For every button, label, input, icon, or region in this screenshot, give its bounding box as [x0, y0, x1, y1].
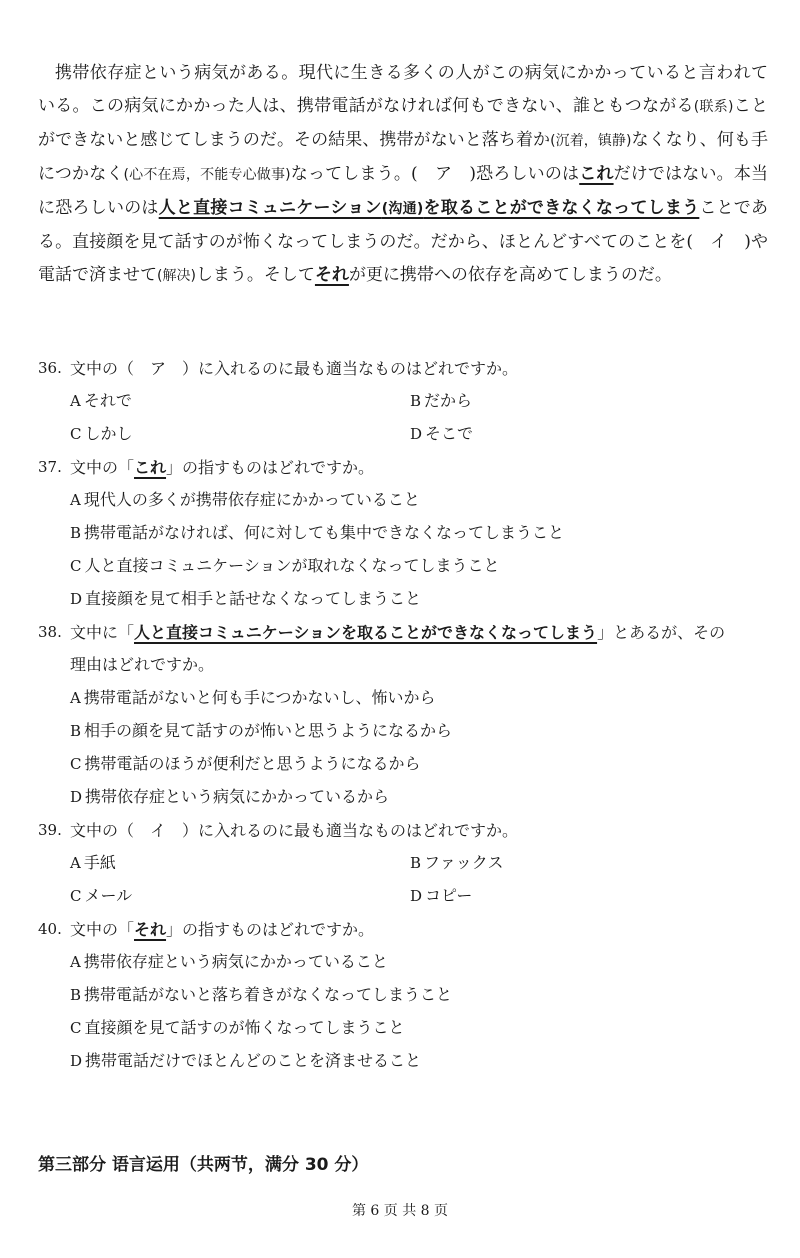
options-grid: [38, 846, 768, 912]
question-text: 文中の「これ」の指すものはどれですか。: [70, 458, 375, 477]
question-39: [38, 813, 768, 912]
option-d: D 携帯電話だけでほとんどのことを済ませること: [70, 1051, 422, 1070]
option-a: A 現代人の多くが携帯依存症にかかっていること: [70, 490, 420, 509]
passage-text: ことができないと感じてしまうのだ。その結果、携帯がないと落ち着か: [38, 96, 768, 150]
option-b: B ファックス: [410, 853, 504, 872]
question-stem: [38, 351, 768, 384]
underlined-kore: これ: [579, 164, 614, 184]
passage-text: ことである。直接顔を見て話すのが怖くなってしまうのだ。だから、ほとんどすべてのことを( イ )や電話で済ませて: [38, 198, 769, 285]
question-stem: [38, 450, 768, 483]
question-38: [38, 615, 768, 813]
question-text: 文中の「それ」の指すものはどれですか。: [70, 920, 375, 939]
passage-text: が更に携帯への依存を高めてしまうのだ。: [348, 265, 672, 285]
question-36: [38, 351, 768, 450]
option-c: C 人と直接コミュニケーションが取れなくなってしまうこと: [70, 556, 500, 575]
question-stem: [38, 813, 768, 846]
question-text: 文中の（ ア ）に入れるのに最も適当なものはどれですか。: [70, 359, 519, 378]
reading-passage: [38, 57, 768, 293]
option-b: B だから: [410, 391, 473, 410]
question-number: 37.: [38, 457, 62, 476]
option-b: B 相手の顔を見て話すのが怖いと思うようになるから: [70, 721, 453, 740]
question-text: 文中に「人と直接コミュニケーションを取ることができなくなってしまう」とあるが、その: [70, 623, 726, 642]
option-d: D コピー: [410, 886, 473, 905]
passage-text: 携帯依存症という病気がある。現代に生きる多くの人がこの病気にかかっていると言われている。この病気にかかった人は、携帯電話がなければ何もできない、誰ともつながる: [38, 63, 768, 116]
question-number: 38.: [38, 622, 62, 641]
question-40: [38, 912, 768, 1077]
option-c: C 携帯電話のほうが便利だと思うようになるから: [70, 754, 421, 773]
option-b: B 携帯電話がなければ、何に対しても集中できなくなってしまうこと: [70, 523, 565, 542]
option-a: A 携帯依存症という病気にかかっていること: [70, 952, 388, 971]
passage-text: しまう。そして: [195, 265, 315, 285]
option-d: D そこで: [410, 424, 474, 443]
option-a: A それで: [70, 391, 132, 410]
question-number: 36.: [38, 358, 62, 377]
option-c: C しかし: [70, 424, 133, 443]
option-a: A 携帯電話がないと何も手につかないし、怖いから: [70, 688, 436, 707]
option-d: D 携帯依存症という病気にかかっているから: [70, 787, 390, 806]
question-stem: [38, 615, 768, 648]
option-c: C 直接顔を見て話すのが怖くなってしまうこと: [70, 1018, 405, 1037]
question-stem: [38, 912, 768, 945]
passage-note: (心不在焉，不能专心做事): [123, 167, 291, 183]
page-footer: 第 6 页 共 8 页: [351, 1203, 449, 1219]
options-grid: [38, 384, 768, 450]
question-text-continued: 理由はどれですか。: [70, 655, 215, 674]
underlined-phrase: 人と直接コミュニケーション(沟通)を取ることができなくなってしまう: [158, 198, 700, 218]
section-title: 第三部分 语言运用（共两节，满分 30 分）: [38, 1155, 369, 1175]
question-number: 40.: [38, 919, 62, 938]
question-text: 文中の（ イ ）に入れるのに最も適当なものはどれですか。: [70, 821, 519, 840]
option-d: D 直接顔を見て相手と話せなくなってしまうこと: [70, 589, 422, 608]
option-a: A 手紙: [70, 853, 116, 872]
passage-text: なくなり、何も手につかなく: [38, 130, 768, 184]
passage-text: だけではない。本当に恐ろしいのは: [38, 164, 768, 218]
passage-note: (联系): [693, 99, 734, 115]
passage-note: (解决): [157, 268, 196, 284]
question-list: [38, 351, 768, 1077]
option-c: C メール: [70, 886, 133, 905]
question-37: [38, 450, 768, 615]
passage-text: なってしまう。( ア )恐ろしいのは: [290, 164, 580, 184]
option-b: B 携帯電話がないと落ち着きがなくなってしまうこと: [70, 985, 453, 1004]
underlined-sore: それ: [314, 265, 349, 285]
passage-note: (沉着，镇静): [550, 133, 632, 149]
question-number: 39.: [38, 820, 62, 839]
